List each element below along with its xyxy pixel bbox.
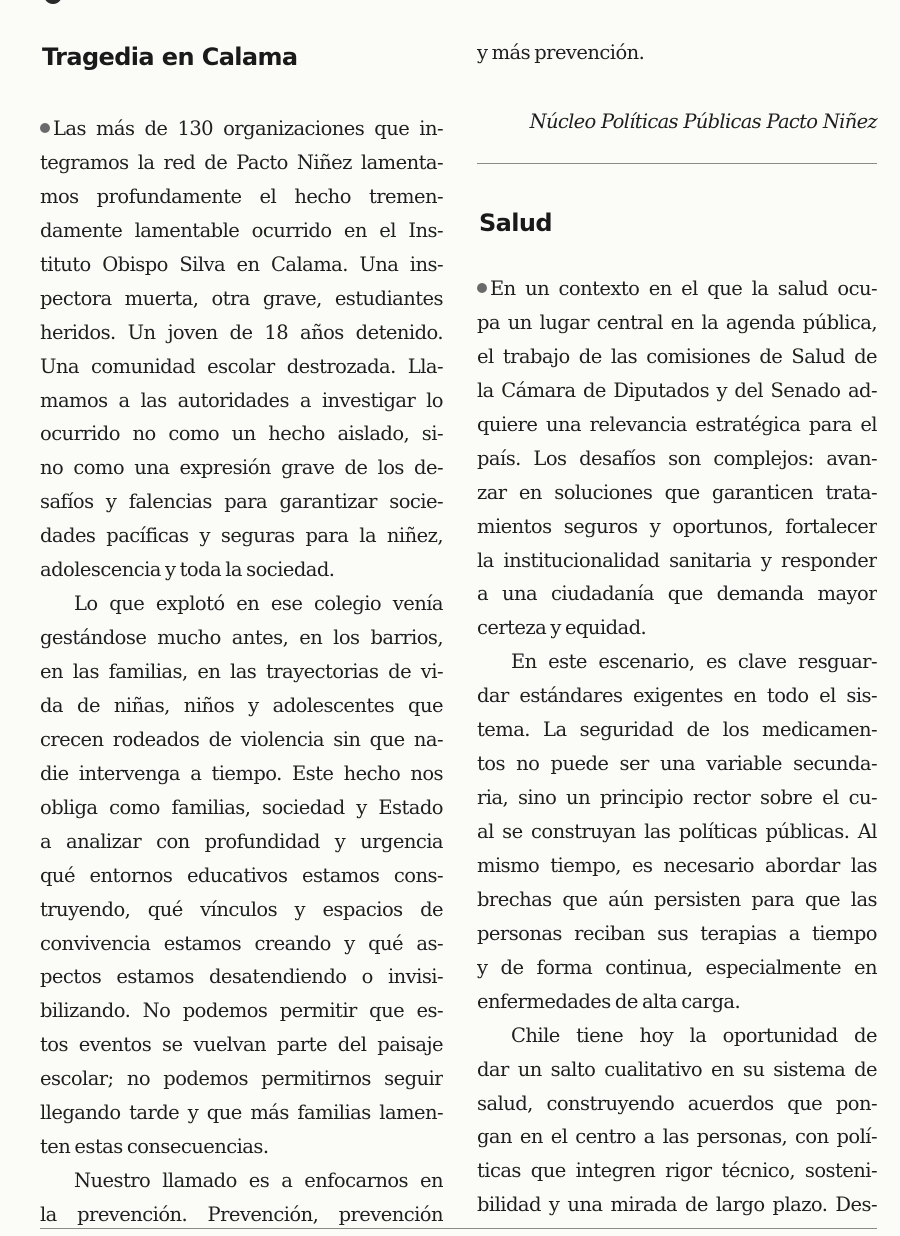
text-line [477, 306, 877, 340]
text-line-content: Lo que explotó en ese colegio venía [74, 592, 443, 616]
text-line-content: gan en el centro a las personas, con polí- [477, 1125, 877, 1149]
text-line [40, 146, 443, 180]
text-line [477, 611, 877, 645]
text-line [477, 645, 877, 679]
text-line-content: ria, sino un principio rector sobre el cu- [477, 786, 877, 810]
text-line [477, 713, 877, 747]
text-line-content: escolar; no podemos permitirnos seguir [40, 1067, 443, 1091]
text-line [40, 587, 443, 621]
text-line [40, 316, 443, 350]
text-line [40, 723, 443, 757]
text-line-content: y de forma continua, especialmente en [477, 955, 877, 979]
text-line [477, 544, 877, 578]
text-line [40, 180, 443, 214]
article-body-tragedia [40, 112, 443, 1232]
text-line [40, 927, 443, 961]
text-line [477, 374, 877, 408]
text-line [477, 272, 877, 306]
text-line [40, 519, 443, 553]
section-divider [477, 163, 877, 164]
text-line-content: ocurrido no como un hecho aislado, si- [40, 422, 443, 446]
text-line [477, 917, 877, 951]
text-line-content: qué entornos educativos estamos cons- [40, 863, 443, 887]
text-line-content: tema. La seguridad de los medicamen- [477, 718, 877, 742]
text-line-content: bilidad y una mirada de largo plazo. Des- [477, 1193, 877, 1217]
text-line [40, 1130, 443, 1164]
text-line-content: dades pacíficas y seguras para la niñez, [40, 524, 443, 548]
text-line-content: da de niñas, niños y adolescentes que [40, 693, 443, 717]
text-line [477, 883, 877, 917]
text-line [477, 1188, 877, 1222]
text-line [477, 408, 877, 442]
text-line [40, 621, 443, 655]
text-line [477, 1087, 877, 1121]
text-line-content: Chile tiene hoy la oportunidad de [511, 1023, 877, 1047]
text-line [40, 859, 443, 893]
text-line-content: gestándose mucho antes, en los barrios, [40, 626, 443, 650]
text-line-content: la prevención. Prevención, prevención [40, 1203, 443, 1226]
signature: Núcleo Políticas Públicas Pacto Niñez [529, 110, 877, 133]
text-line [40, 825, 443, 859]
text-line-content: el trabajo de las comisiones de Salud de [477, 344, 877, 368]
text-line [40, 417, 443, 451]
text-line-content: bilizando. No podemos permitir que es- [40, 999, 443, 1023]
text-line [40, 757, 443, 791]
text-line [40, 1198, 443, 1232]
text-line-content: safíos y falencias para garantizar socie- [40, 490, 443, 514]
text-line [40, 384, 443, 418]
text-line [477, 1154, 877, 1188]
text-line-content: adolescencia y toda la sociedad. [40, 558, 335, 582]
text-line [477, 340, 877, 374]
article-title-tragedia: Tragedia en Calama [42, 43, 298, 71]
text-line-content: la Cámara de Diputados y del Senado ad- [477, 378, 877, 402]
text-line [477, 1120, 877, 1154]
text-line [477, 679, 877, 713]
text-line-content: ten estas consecuencias. [40, 1135, 269, 1159]
text-line [477, 985, 877, 1019]
text-line-content: dar un salto cualitativo en su sistema de [477, 1057, 877, 1081]
text-line-content: convivencia estamos creando y qué as- [40, 931, 443, 955]
text-line [40, 248, 443, 282]
text-line [40, 214, 443, 248]
bullet-icon [477, 283, 487, 293]
text-line-content: tituto Obispo Silva en Calama. Una ins- [40, 252, 443, 276]
text-line-content: tegramos la red de Pacto Niñez lamenta- [40, 150, 443, 174]
text-line-content: mamos a las autoridades a investigar lo [40, 388, 443, 412]
text-line-content: crecen rodeados de violencia sin que na- [40, 727, 443, 751]
text-line-content: zar en soluciones que garanticen trata- [477, 480, 877, 504]
article-body-salud [477, 272, 877, 1222]
text-line [40, 1164, 443, 1198]
text-line-content: Nuestro llamado es a enfocarnos en [74, 1169, 443, 1193]
text-line-content: heridos. Un joven de 18 años detenido. [40, 320, 443, 344]
text-line-content: die intervenga a tiempo. Este hecho nos [40, 761, 443, 785]
text-line-content: pectos estamos desatendiendo o invisi- [40, 965, 443, 989]
text-line-content: la institucionalidad sanitaria y responder [477, 548, 877, 572]
text-line [40, 791, 443, 825]
text-line [477, 781, 877, 815]
text-line [477, 1019, 877, 1053]
text-line-content: certeza y equidad. [477, 616, 647, 640]
text-line-content: llegando tarde y que más familias lamen- [40, 1101, 443, 1125]
page-edge-mark [44, 0, 62, 4]
text-line-content: obliga como familias, sociedad y Estado [40, 795, 443, 819]
text-line-content: salud, construyendo acuerdos que pon- [477, 1091, 877, 1115]
text-line [477, 815, 877, 849]
text-line-content: país. Los desafíos son complejos: avan- [477, 446, 877, 470]
text-line-content: tos eventos se vuelvan parte del paisaje [40, 1033, 443, 1057]
text-line [40, 350, 443, 384]
text-line [40, 893, 443, 927]
text-line [477, 577, 877, 611]
text-line-content: a una ciudadanía que demanda mayor [477, 582, 877, 606]
text-line [40, 1062, 443, 1096]
article-title-salud: Salud [479, 209, 552, 237]
bottom-rule [40, 1228, 877, 1229]
text-line-content: al se construyan las políticas públicas. Al [477, 820, 877, 843]
text-line-content: Las más de 130 organizaciones que in- [53, 117, 443, 140]
text-line-content: mientos seguros y oportunos, fortalecer [477, 514, 877, 538]
text-line-content: pectora muerta, otra grave, estudiantes [40, 286, 443, 310]
text-line [477, 951, 877, 985]
text-line-content: tos no puede ser una variable secunda- [477, 752, 877, 776]
text-line-content: brechas que aún persisten para que las [477, 887, 877, 911]
text-line [40, 689, 443, 723]
text-line-content: damente lamentable ocurrido en el Ins- [40, 218, 443, 242]
text-line [40, 655, 443, 689]
text-line [40, 485, 443, 519]
text-line-content: mos profundamente el hecho tremen- [40, 184, 443, 208]
text-line-content: En un contexto en el que la salud ocu- [490, 277, 877, 300]
text-line-content: en las familias, en las trayectorias de vi- [40, 660, 443, 683]
text-line-content: truyendo, qué vínculos y espacios de [40, 897, 443, 921]
text-line-content: pa un lugar central en la agenda pública, [477, 310, 877, 334]
text-line-content: ticas que integren rigor técnico, sosteni- [477, 1159, 877, 1183]
text-line [40, 1028, 443, 1062]
text-line-content: Una comunidad escolar destrozada. Lla- [40, 354, 443, 378]
text-line-content: dar estándares exigentes en todo el sis- [477, 684, 877, 708]
text-line [40, 994, 443, 1028]
text-line [477, 476, 877, 510]
text-line [477, 849, 877, 883]
text-line [477, 1053, 877, 1087]
text-line [477, 747, 877, 781]
text-line [477, 510, 877, 544]
bullet-icon [40, 123, 50, 133]
text-line [40, 282, 443, 316]
text-line [40, 112, 443, 146]
text-line [40, 1096, 443, 1130]
text-line-content: personas reciban sus terapias a tiempo [477, 921, 877, 945]
continuation-text: y más prevención. [477, 41, 645, 64]
text-line-content: mismo tiempo, es necesario abordar las [477, 853, 877, 877]
text-line-content: no como una expresión grave de los de- [40, 456, 443, 480]
text-line [40, 960, 443, 994]
text-line-content: quiere una relevancia estratégica para el [477, 412, 877, 436]
text-line-content: En este escenario, es clave resguar- [511, 650, 877, 674]
text-line [40, 553, 443, 587]
text-line-content: a analizar con profundidad y urgencia [40, 829, 443, 853]
text-line-content: enfermedades de alta carga. [477, 989, 741, 1013]
text-line [477, 442, 877, 476]
text-line [40, 451, 443, 485]
